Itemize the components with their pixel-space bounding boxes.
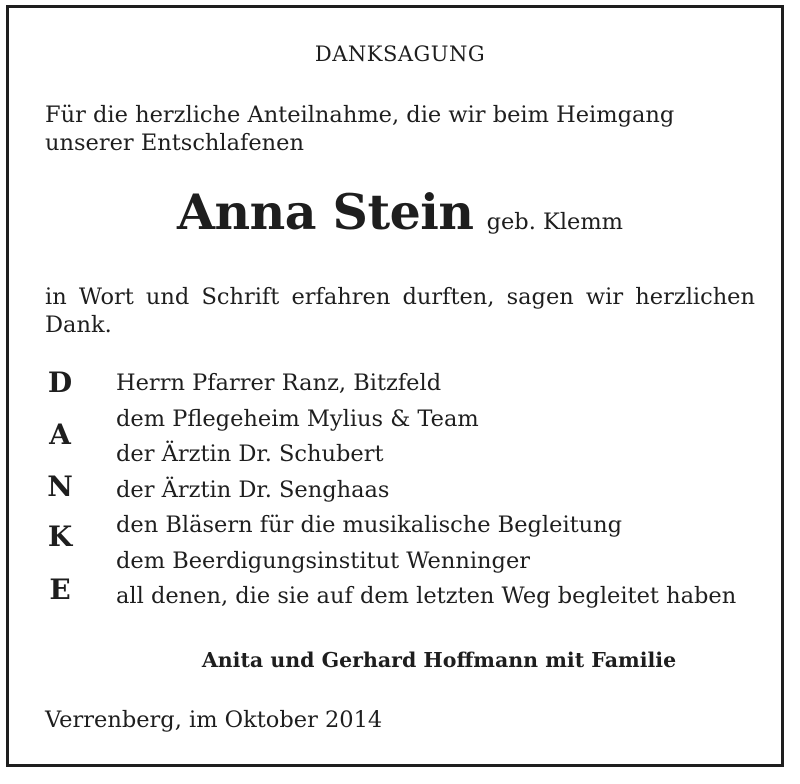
thanks-item: dem Pflegeheim Mylius & Team <box>116 405 479 432</box>
signature: Anita und Gerhard Hoffmann mit Familie <box>201 648 677 672</box>
closing-text: in Wort und Schrift erfahren durften, sagen wir herzlichen Dank. <box>45 284 755 338</box>
thanks-item: Herrn Pfarrer Ranz, Bitzfeld <box>116 370 442 396</box>
thanks-item: dem Beerdigungsinstitut Wenninger <box>116 547 531 574</box>
danke-letter-n: N <box>47 470 73 503</box>
thanks-item: den Bläsern für die musikalische Begleitung <box>116 512 623 538</box>
signature-block <box>0 648 800 672</box>
place-date: Verrenberg, im Oktober 2014 <box>45 707 383 733</box>
deceased-block <box>0 183 800 241</box>
thanks-item: all denen, die sie auf dem letzten Weg begleitet haben <box>116 583 737 609</box>
maiden-name: geb. Klemm <box>486 209 624 235</box>
danke-letter-d: D <box>47 366 73 399</box>
thanks-item: der Ärztin Dr. Schubert <box>116 441 384 467</box>
thanks-list <box>116 366 736 615</box>
danke-letter-e: E <box>49 573 71 606</box>
intro-text: Für die herzliche Anteilnahme, die wir beim Heimgang unserer Entschlafenen <box>45 102 675 156</box>
deceased-name: Anna Stein <box>176 183 474 241</box>
danke-letter-a: A <box>49 418 71 451</box>
notice-heading: DANKSAGUNG <box>314 42 486 66</box>
thanks-item: der Ärztin Dr. Senghaas <box>116 476 390 503</box>
danke-letter-k: K <box>47 520 73 553</box>
